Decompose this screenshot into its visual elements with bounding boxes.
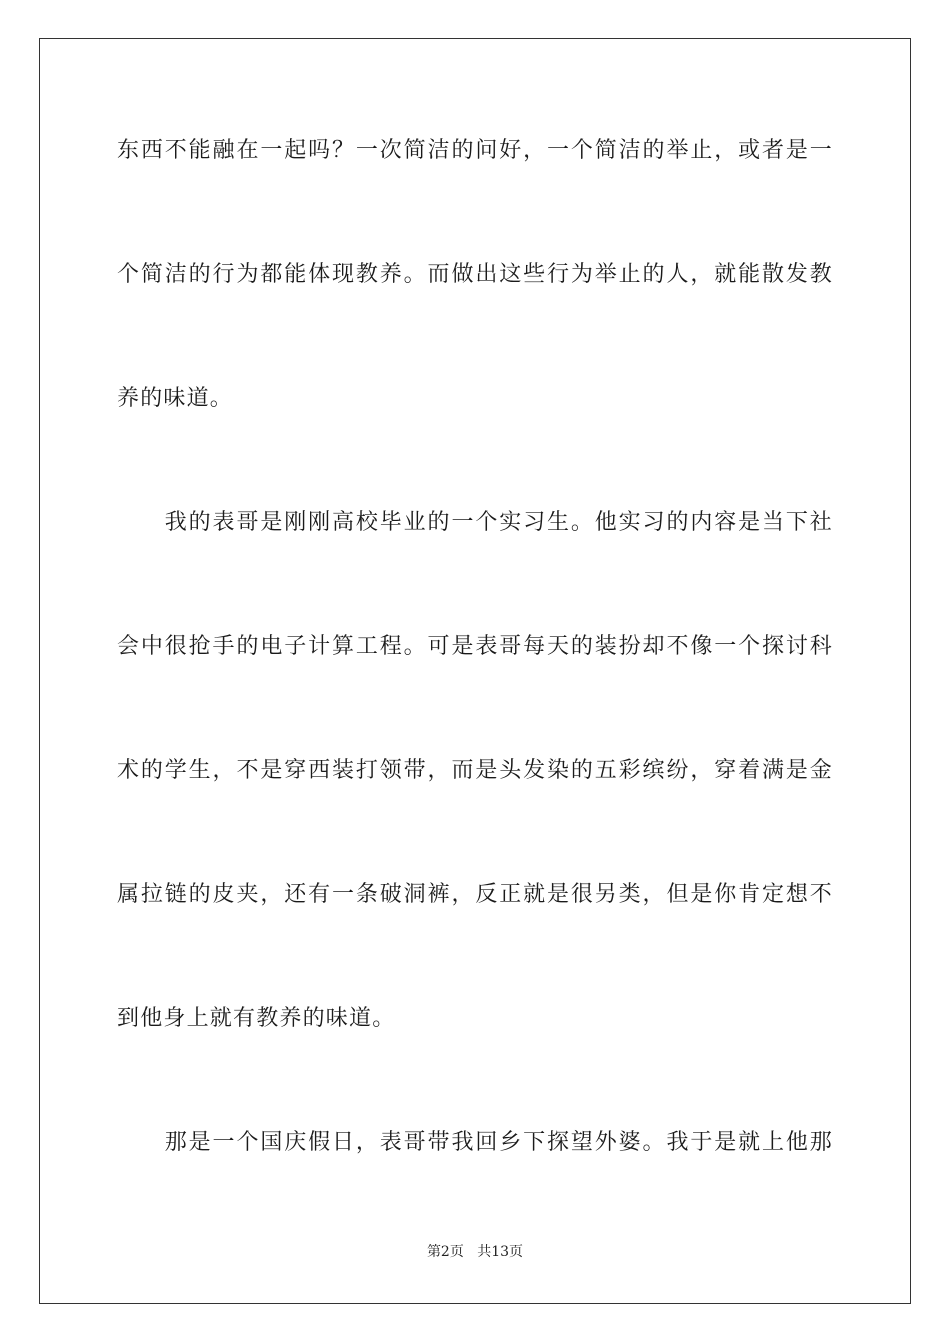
page-total: 共13页 (477, 1244, 524, 1260)
text-line: 那是一个国庆假日，表哥带我回乡下探望外婆。我于是就上他那 (117, 1130, 833, 1155)
page-footer (0, 1242, 950, 1262)
text-line: 我的表哥是刚刚高校毕业的一个实习生。他实习的内容是当下社 (117, 510, 833, 535)
page-border (39, 38, 911, 1304)
text-line: 到他身上就有教养的味道。 (117, 1006, 396, 1031)
text-line: 养的味道。 (117, 386, 234, 411)
text-line: 个简洁的行为都能体现教养。而做出这些行为举止的人，就能散发教 (117, 262, 833, 287)
text-line: 属拉链的皮夹，还有一条破洞裤，反正就是很另类，但是你肯定想不 (117, 882, 833, 907)
page-number: 第2页 (426, 1244, 464, 1260)
text-line: 术的学生，不是穿西装打领带，而是头发染的五彩缤纷，穿着满是金 (117, 758, 833, 783)
text-line: 东西不能融在一起吗？一次简洁的问好，一个简洁的举止，或者是一 (117, 138, 833, 163)
text-line: 会中很抢手的电子计算工程。可是表哥每天的装扮却不像一个探讨科 (117, 634, 833, 659)
